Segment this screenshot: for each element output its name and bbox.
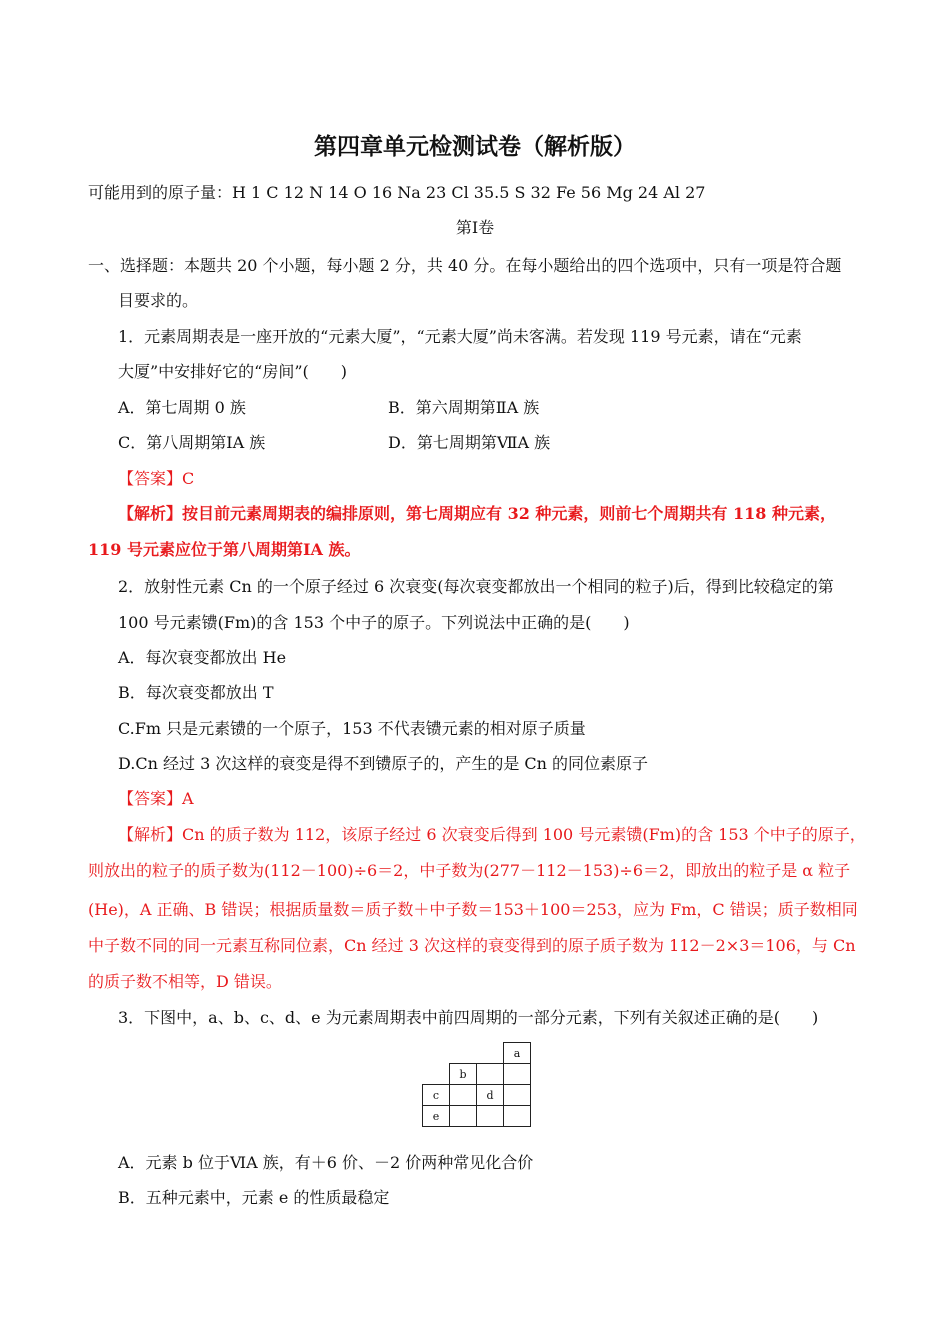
section-instructions-2: 目要求的。 <box>118 291 199 310</box>
q1-stem-2: 大厦”中安排好它的“房间”( ) <box>118 362 348 381</box>
q2-analysis-4: 中子数不同的同一元素互称同位素，Cn 经过 3 次这样的衰变得到的原子质子数为 112－2×3＝106，与 Cn <box>88 936 856 955</box>
q2-option-a: A．每次衰变都放出 He <box>118 648 287 667</box>
page-title: 第四章单元检测试卷（解析版） <box>314 134 636 160</box>
cell-e: e <box>423 1106 450 1127</box>
q2-stem-2: 100 号元素镄(Fm)的含 153 个中子的原子。下列说法中正确的是( ) <box>118 613 630 632</box>
q1-option-b: B．第六周期第ⅡA 族 <box>388 398 540 417</box>
volume-heading: 第Ⅰ卷 <box>455 218 495 237</box>
q1-stem-1: 1．元素周期表是一座开放的“元素大厦”，“元素大厦”尚未客满。若发现 119 号元素，请在“元素 <box>118 327 802 346</box>
q1-analysis-2: 119 号元素应位于第八周期第ⅠA 族。 <box>88 540 361 559</box>
q2-option-d: D.Cn 经过 3 次这样的衰变是得不到镄原子的，产生的是 Cn 的同位素原子 <box>118 754 649 773</box>
cell-c: c <box>423 1085 450 1106</box>
cell-a: a <box>504 1043 531 1064</box>
q1-analysis-1: 【解析】按目前元素周期表的编排原则，第七周期应有 32 种元素，则前七个周期共有 118 种元素， <box>118 504 836 523</box>
q3-stem: 3．下图中，a、b、c、d、e 为元素周期表中前四周期的一部分元素，下列有关叙述正确的是( ) <box>118 1008 819 1027</box>
section-instructions-1: 一、选择题：本题共 20 个小题，每小题 2 分，共 40 分。在每小题给出的四个选项中，只有一项是符合题 <box>88 256 842 275</box>
q3-option-a: A．元素 b 位于ⅥA 族，有＋6 价、－2 价两种常见化合价 <box>118 1153 534 1172</box>
q3-option-b: B．五种元素中，元素 e 的性质最稳定 <box>118 1188 390 1207</box>
atomic-masses: 可能用到的原子量：H 1 C 12 N 14 O 16 Na 23 Cl 35.5 S 32 Fe 56 Mg 24 Al 27 <box>88 183 706 202</box>
q2-analysis-5: 的质子数不相等，D 错误。 <box>88 972 282 991</box>
cell-d: d <box>477 1085 504 1106</box>
q1-option-c: C．第八周期第ⅠA 族 <box>118 433 266 452</box>
q1-option-a: A．第七周期 0 族 <box>118 398 246 417</box>
q2-analysis-1: 【解析】Cn 的质子数为 112，该原子经过 6 次衰变后得到 100 号元素镄(Fm)的含 153 个中子的原子， <box>118 825 866 844</box>
q1-answer: 【答案】C <box>118 469 195 488</box>
cell-b: b <box>450 1064 477 1085</box>
q1-option-d: D．第七周期第ⅦA 族 <box>388 433 551 452</box>
q2-answer: 【答案】A <box>118 789 194 808</box>
periodic-table-fragment <box>422 1042 531 1127</box>
q2-analysis-3: (He)，A 正确、B 错误；根据质量数＝质子数＋中子数＝153＋100＝253，应为 Fm，C 错误；质子数相同 <box>88 900 858 919</box>
q2-option-b: B．每次衰变都放出 T <box>118 683 274 702</box>
q2-stem-1: 2．放射性元素 Cn 的一个原子经过 6 次衰变(每次衰变都放出一个相同的粒子)后，得到比较稳定的第 <box>118 577 834 596</box>
q2-option-c: C.Fm 只是元素镄的一个原子，153 不代表镄元素的相对原子质量 <box>118 719 586 738</box>
q2-analysis-2: 则放出的粒子的质子数为(112－100)÷6＝2，中子数为(277－112－153)÷6＝2，即放出的粒子是 α 粒子 <box>88 861 851 880</box>
